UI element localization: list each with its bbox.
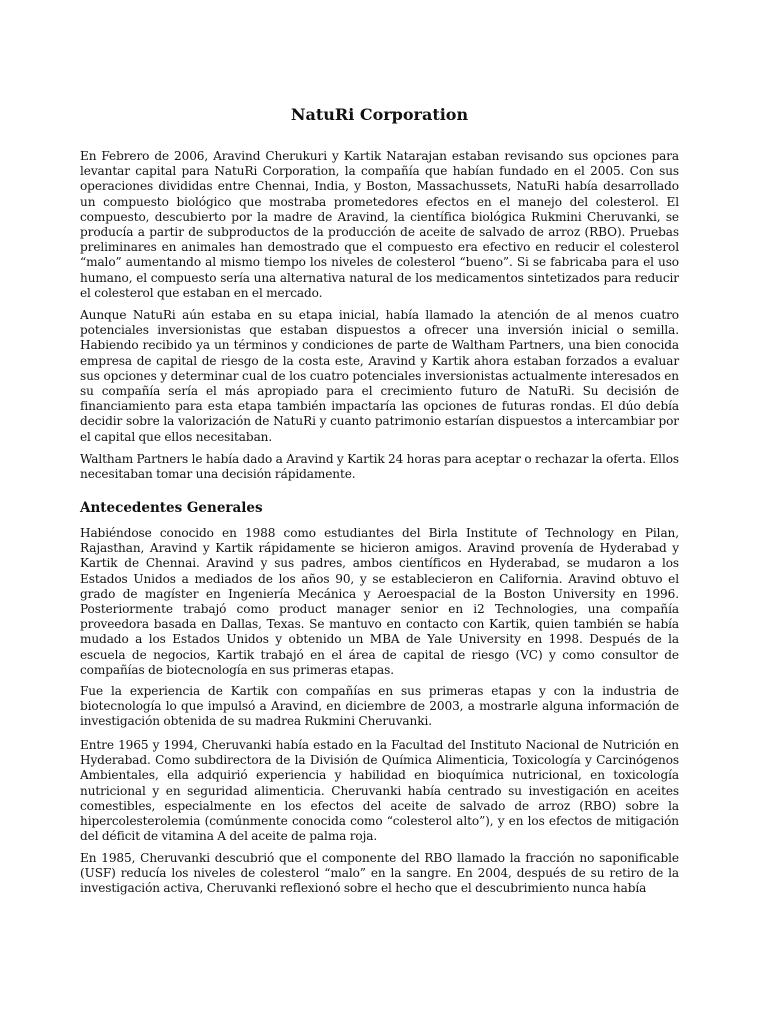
document-title: NatuRi Corporation <box>290 105 469 124</box>
paragraph-founders-background: Habiéndose conocido en 1988 como estudiantes del Birla Institute of Technology en Pilan, Rajasthan, Aravind y Kartik rápidamente se hicieron amigos. Aravind provenía de Hyderabad y Kartik de Chennai. Aravind y sus padres, ambos científicos en Hyderabad, se mudaron a los Estados Unidos a mediados de los años 90, y se establecieron en California. Aravind obtuvo el grado de magíster en Ingeniería Mecánica y Aeroespacial de la Boston University en 1996. Posteriormente trabajó como product manager senior en i2 Technologies, una compañía proveedora basada en Dallas, Texas. Se mantuvo en contacto con Kartik, quien también se había mudado a los Estados Unidos y obtenido un MBA de Yale University en 1998. Después de la escuela de negocios, Kartik trabajó en el área de capital de riesgo (VC) y como consultor de compañías de biotecnología en sus primeras etapas. <box>80 526 679 677</box>
paragraph-deadline: Waltham Partners le había dado a Aravind y Kartik 24 horas para aceptar o rechazar la oferta. Ellos necesitaban tomar una decisión rápidamente. <box>80 452 679 482</box>
paragraph-discovery: En 1985, Cheruvanki descubrió que el componente del RBO llamado la fracción no saponificable (USF) reducía los niveles de colesterol “malo” en la sangre. En 2004, después de su retiro de la investigación activa, Cheruvanki reflexionó sobre el hecho que el descubrimiento nunca había <box>80 851 679 896</box>
paragraph-cheruvanki-career: Entre 1965 y 1994, Cheruvanki había estado en la Facultad del Instituto Nacional de Nutrición en Hyderabad. Como subdirectora de la División de Química Alimenticia, Toxicología y Carcinógenos Ambientales, ella adquirió experiencia y habilidad en bioquímica nutricional, en toxicología nutricional y en seguridad alimenticia. Cheruvanki había centrado su investigación en aceites comestibles, especialmente en los efectos del aceite de salvado de arroz (RBO) sobre la hipercolesterolemia (comúnmente conocida como “colesterol alto”), y en los efectos de mitigación del déficit de vitamina A del aceite de palma roja. <box>80 738 679 844</box>
paragraph-investors: Aunque NatuRi aún estaba en su etapa inicial, había llamado la atención de al menos cuatro potenciales inversionistas que estaban dispuestos a ofrecer una inversión inicial o semilla. Habiendo recibido ya un términos y condiciones de parte de Waltham Partners, una bien conocida empresa de capital de riesgo de la costa este, Aravind y Kartik ahora estaban forzados a evaluar sus opciones y determinar cual de los cuatro potenciales inversionistas actualmente interesados en su compañía sería el más apropiado para el crecimiento futuro de NatuRi. Su decisión de financiamiento para esta etapa también impactaría las opciones de futuras rondas. El dúo debía decidir sobre la valorización de NatuRi y cuanto patrimonio estarían dispuestos a intercambiar por el capital que ellos necesitaban. <box>80 308 679 444</box>
paragraph-kartik-experience: Fue la experiencia de Kartik con compañías en sus primeras etapas y con la industria de biotecnología lo que impulsó a Aravind, en diciembre de 2003, a mostrarle alguna información de investigación obtenida de su madrea Rukmini Cheruvanki. <box>80 684 679 729</box>
section-heading-background: Antecedentes Generales <box>80 500 263 516</box>
paragraph-intro: En Febrero de 2006, Aravind Cherukuri y Kartik Natarajan estaban revisando sus opciones para levantar capital para NatuRi Corporation, la compañía que habían fundado en el 2005. Con sus operaciones divididas entre Chennai, India, y Boston, Massachussets, NatuRi había desarrollado un compuesto biológico que mostraba prometedores efectos en el manejo del colesterol. El compuesto, descubierto por la madre de Aravind, la científica biológica Rukmini Cheruvanki, se producía a partir de subproductos de la producción de aceite de salvado de arroz (RBO). Pruebas preliminares en animales han demostrado que el compuesto era efectivo en reducir el colesterol “malo” aumentando al mismo tiempo los niveles de colesterol “bueno”. Si se fabricaba para el uso humano, el compuesto sería una alternativa natural de los medicamentos sintetizados para reducir el colesterol que estaban en el mercado. <box>80 149 679 300</box>
